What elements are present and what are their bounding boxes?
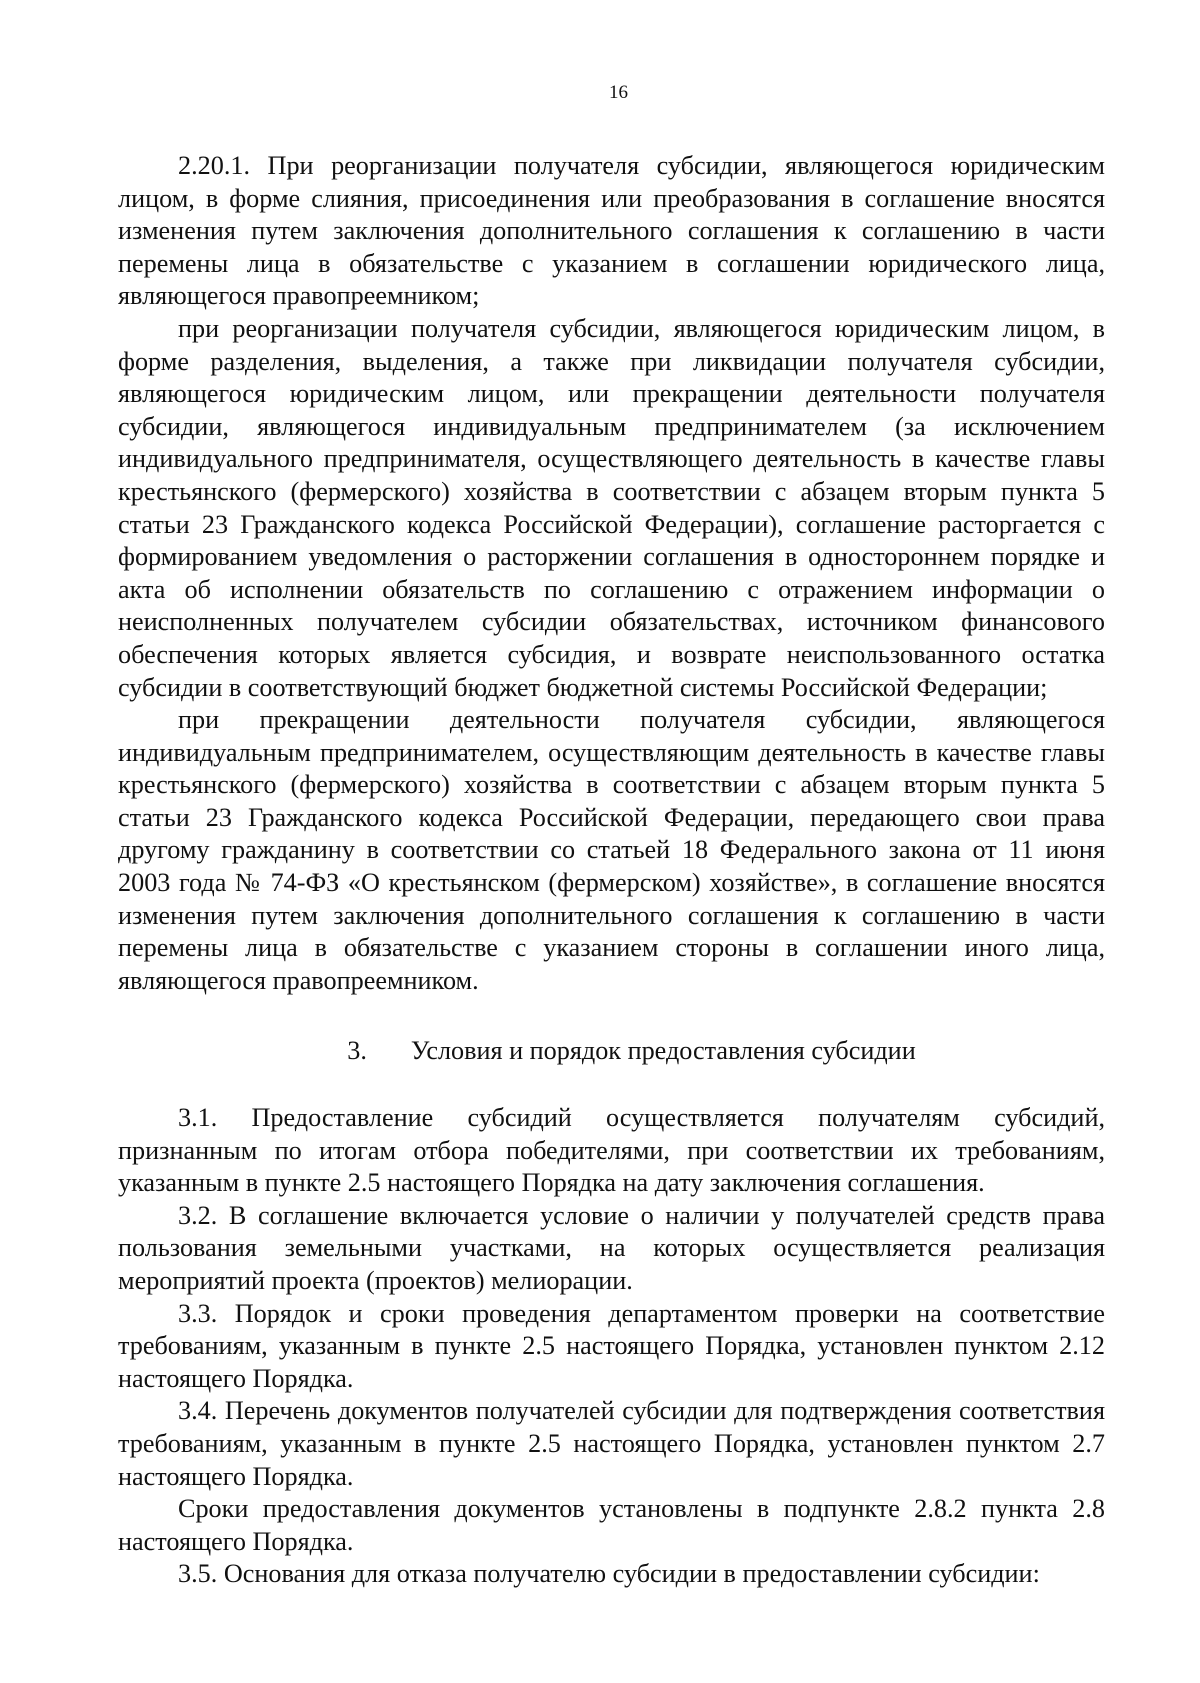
paragraph-3-4: 3.4. Перечень документов получателей субсидии для подтверждения соответствия требованиям, указанным в пункте 2.5 настоящего Порядка, установлен пунктом 2.7 настоящего Порядка. xyxy=(118,1396,1105,1491)
paragraph-reorganization-separation: при реорганизации получателя субсидии, являющегося юридическим лицом, в форме разделения, выделения, а также при ликвидации получателя субсидии, являющегося юридическим лицом, или прекращении деятельности получателя субсидии, являющегося индивидуальным предпринимателем (за исключением индивидуального предпринимателя, осуществляющего деятельность в качестве главы крестьянского (фермерского) хозяйства в соответствии с абзацем вторым пункта 5 статьи 23 Гражданского кодекса Российской Федерации), соглашение расторгается с формированием уведомления о расторжении соглашения в одностороннем порядке и акта об исполнении обязательств по соглашению с отражением информации о неисполненных получателем субсидии обязательствах, источником финансового обеспечения которых является субсидия, и возврате неиспользованного остатка субсидии в соответствующий бюджет бюджетной системы Российской Федерации; xyxy=(118,313,1105,702)
section-title: Условия и порядок предоставления субсидии xyxy=(410,1036,916,1066)
paragraph-3-3: 3.3. Порядок и сроки проведения департаментом проверки на соответствие требованиям, указанным в пункте 2.5 настоящего Порядка, установлен пунктом 2.12 настоящего Порядка. xyxy=(118,1298,1105,1393)
document-body xyxy=(118,150,1105,1591)
paragraph-3-5: 3.5. Основания для отказа получателю субсидии в предоставлении субсидии: xyxy=(178,1559,1040,1589)
paragraph-farm-head-termination: при прекращении деятельности получателя субсидии, являющегося индивидуальным предпринимателем, осуществляющим деятельность в качестве главы крестьянского (фермерского) хозяйства в соответствии с абзацем вторым пункта 5 статьи 23 Гражданского кодекса Российской Федерации, передающего свои права другому гражданину в соответствии со статьей 18 Федерального закона от 11 июня 2003 года № 74-ФЗ «О крестьянском (фермерском) хозяйстве», в соглашение вносятся изменения путем заключения дополнительного соглашения к соглашению в части перемены лица в обязательстве с указанием стороны в соглашении иного лица, являющегося правопреемником. xyxy=(118,705,1105,995)
paragraph-2-20-1: 2.20.1. При реорганизации получателя субсидии, являющегося юридическим лицом, в форме слияния, присоединения или преобразования в соглашение вносятся изменения путем заключения дополнительного соглашения к соглашению в части перемены лица в обязательстве с указанием в соглашении юридического лица, являющегося правопреемником; xyxy=(118,151,1105,311)
paragraph-3-1: 3.1. Предоставление субсидий осуществляется получателям субсидий, признанным по итогам отбора победителями, при соответствии их требованиям, указанным в пункте 2.5 настоящего Порядка на дату заключения соглашения. xyxy=(118,1103,1105,1198)
page-number: 16 xyxy=(609,82,628,103)
section-number: 3. xyxy=(347,1036,367,1066)
paragraph-3-2: 3.2. В соглашение включается условие о наличии у получателей средств права пользования земельными участками, на которых осуществляется реализация мероприятий проекта (проектов) мелиорации. xyxy=(118,1200,1105,1295)
section-heading xyxy=(118,1035,1105,1068)
paragraph-document-deadlines: Сроки предоставления документов установлены в подпункте 2.8.2 пункта 2.8 настоящего Порядка. xyxy=(118,1494,1105,1556)
